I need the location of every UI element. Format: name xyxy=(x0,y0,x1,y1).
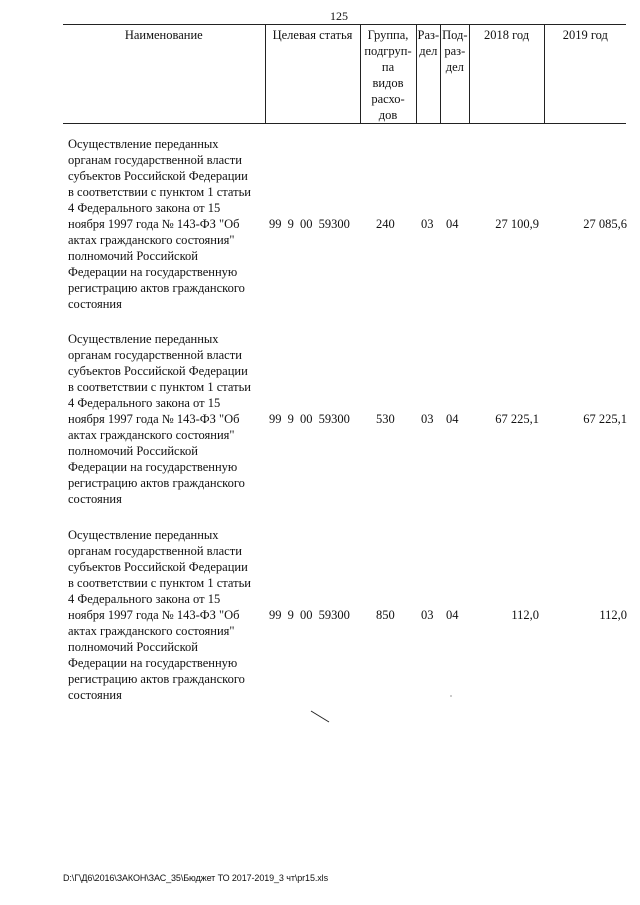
row-podrazdel: 04 xyxy=(446,412,459,426)
row-2019-value: 67 225,1 xyxy=(583,412,627,426)
row-target-article: 99 9 00 59300 xyxy=(269,412,350,426)
row-target-article: 99 9 00 59300 xyxy=(269,608,350,622)
row-description: Осуществление переданных органам государственной власти субъектов Российской Федерации в соответствии с пунктом 1 статьи 4 Федерального закона от 15 ноября 1997 года № 143-ФЗ "Об актах гражданского состояния" полномочий Российской Федерации на государственную регистрацию актов гражданского состояния xyxy=(68,332,251,506)
column-header-group: Группа, подгруп- па видов расхо- дов xyxy=(360,25,416,124)
row-group: 530 xyxy=(376,412,395,426)
row-razdel: 03 xyxy=(421,608,434,622)
row-razdel: 03 xyxy=(421,217,434,231)
row-2019-value: 27 085,6 xyxy=(583,217,627,231)
row-2019-value: 112,0 xyxy=(599,608,627,622)
row-podrazdel: 04 xyxy=(446,608,459,622)
row-podrazdel: 04 xyxy=(446,217,459,231)
row-2018-value: 67 225,1 xyxy=(495,412,539,426)
table-header xyxy=(63,24,626,124)
row-2018-value: 112,0 xyxy=(511,608,539,622)
row-target-article: 99 9 00 59300 xyxy=(269,217,350,231)
row-group: 850 xyxy=(376,608,395,622)
column-header-2018: 2018 год xyxy=(469,25,544,124)
column-header-razdel: Раз- дел xyxy=(416,25,441,124)
row-razdel: 03 xyxy=(421,412,434,426)
stray-pen-mark xyxy=(310,710,330,724)
row-description: Осуществление переданных органам государственной власти субъектов Российской Федерации в соответствии с пунктом 1 статьи 4 Федерального закона от 15 ноября 1997 года № 143-ФЗ "Об актах гражданского состояния" полномочий Российской Федерации на государственную регистрацию актов гражданского состояния xyxy=(68,137,251,311)
row-group: 240 xyxy=(376,217,395,231)
column-header-2019: 2019 год xyxy=(544,25,626,124)
scan-speck xyxy=(450,695,452,697)
page-number: 125 xyxy=(330,9,348,23)
row-description: Осуществление переданных органам государственной власти субъектов Российской Федерации в соответствии с пунктом 1 статьи 4 Федерального закона от 15 ноября 1997 года № 143-ФЗ "Об актах гражданского состояния" полномочий Российской Федерации на государственную регистрацию актов гражданского состояния xyxy=(68,528,251,702)
column-header-target: Целевая статья xyxy=(265,25,360,124)
column-header-podrazdel: Под- раз- дел xyxy=(441,25,469,124)
footer-file-path: D:\Г\Д6\2016\ЗАКОН\ЗАС_35\Бюджет ТО 2017-2019_3 чт\pr15.xls xyxy=(63,873,328,883)
row-2018-value: 27 100,9 xyxy=(495,217,539,231)
column-header-name: Наименование xyxy=(63,25,265,124)
